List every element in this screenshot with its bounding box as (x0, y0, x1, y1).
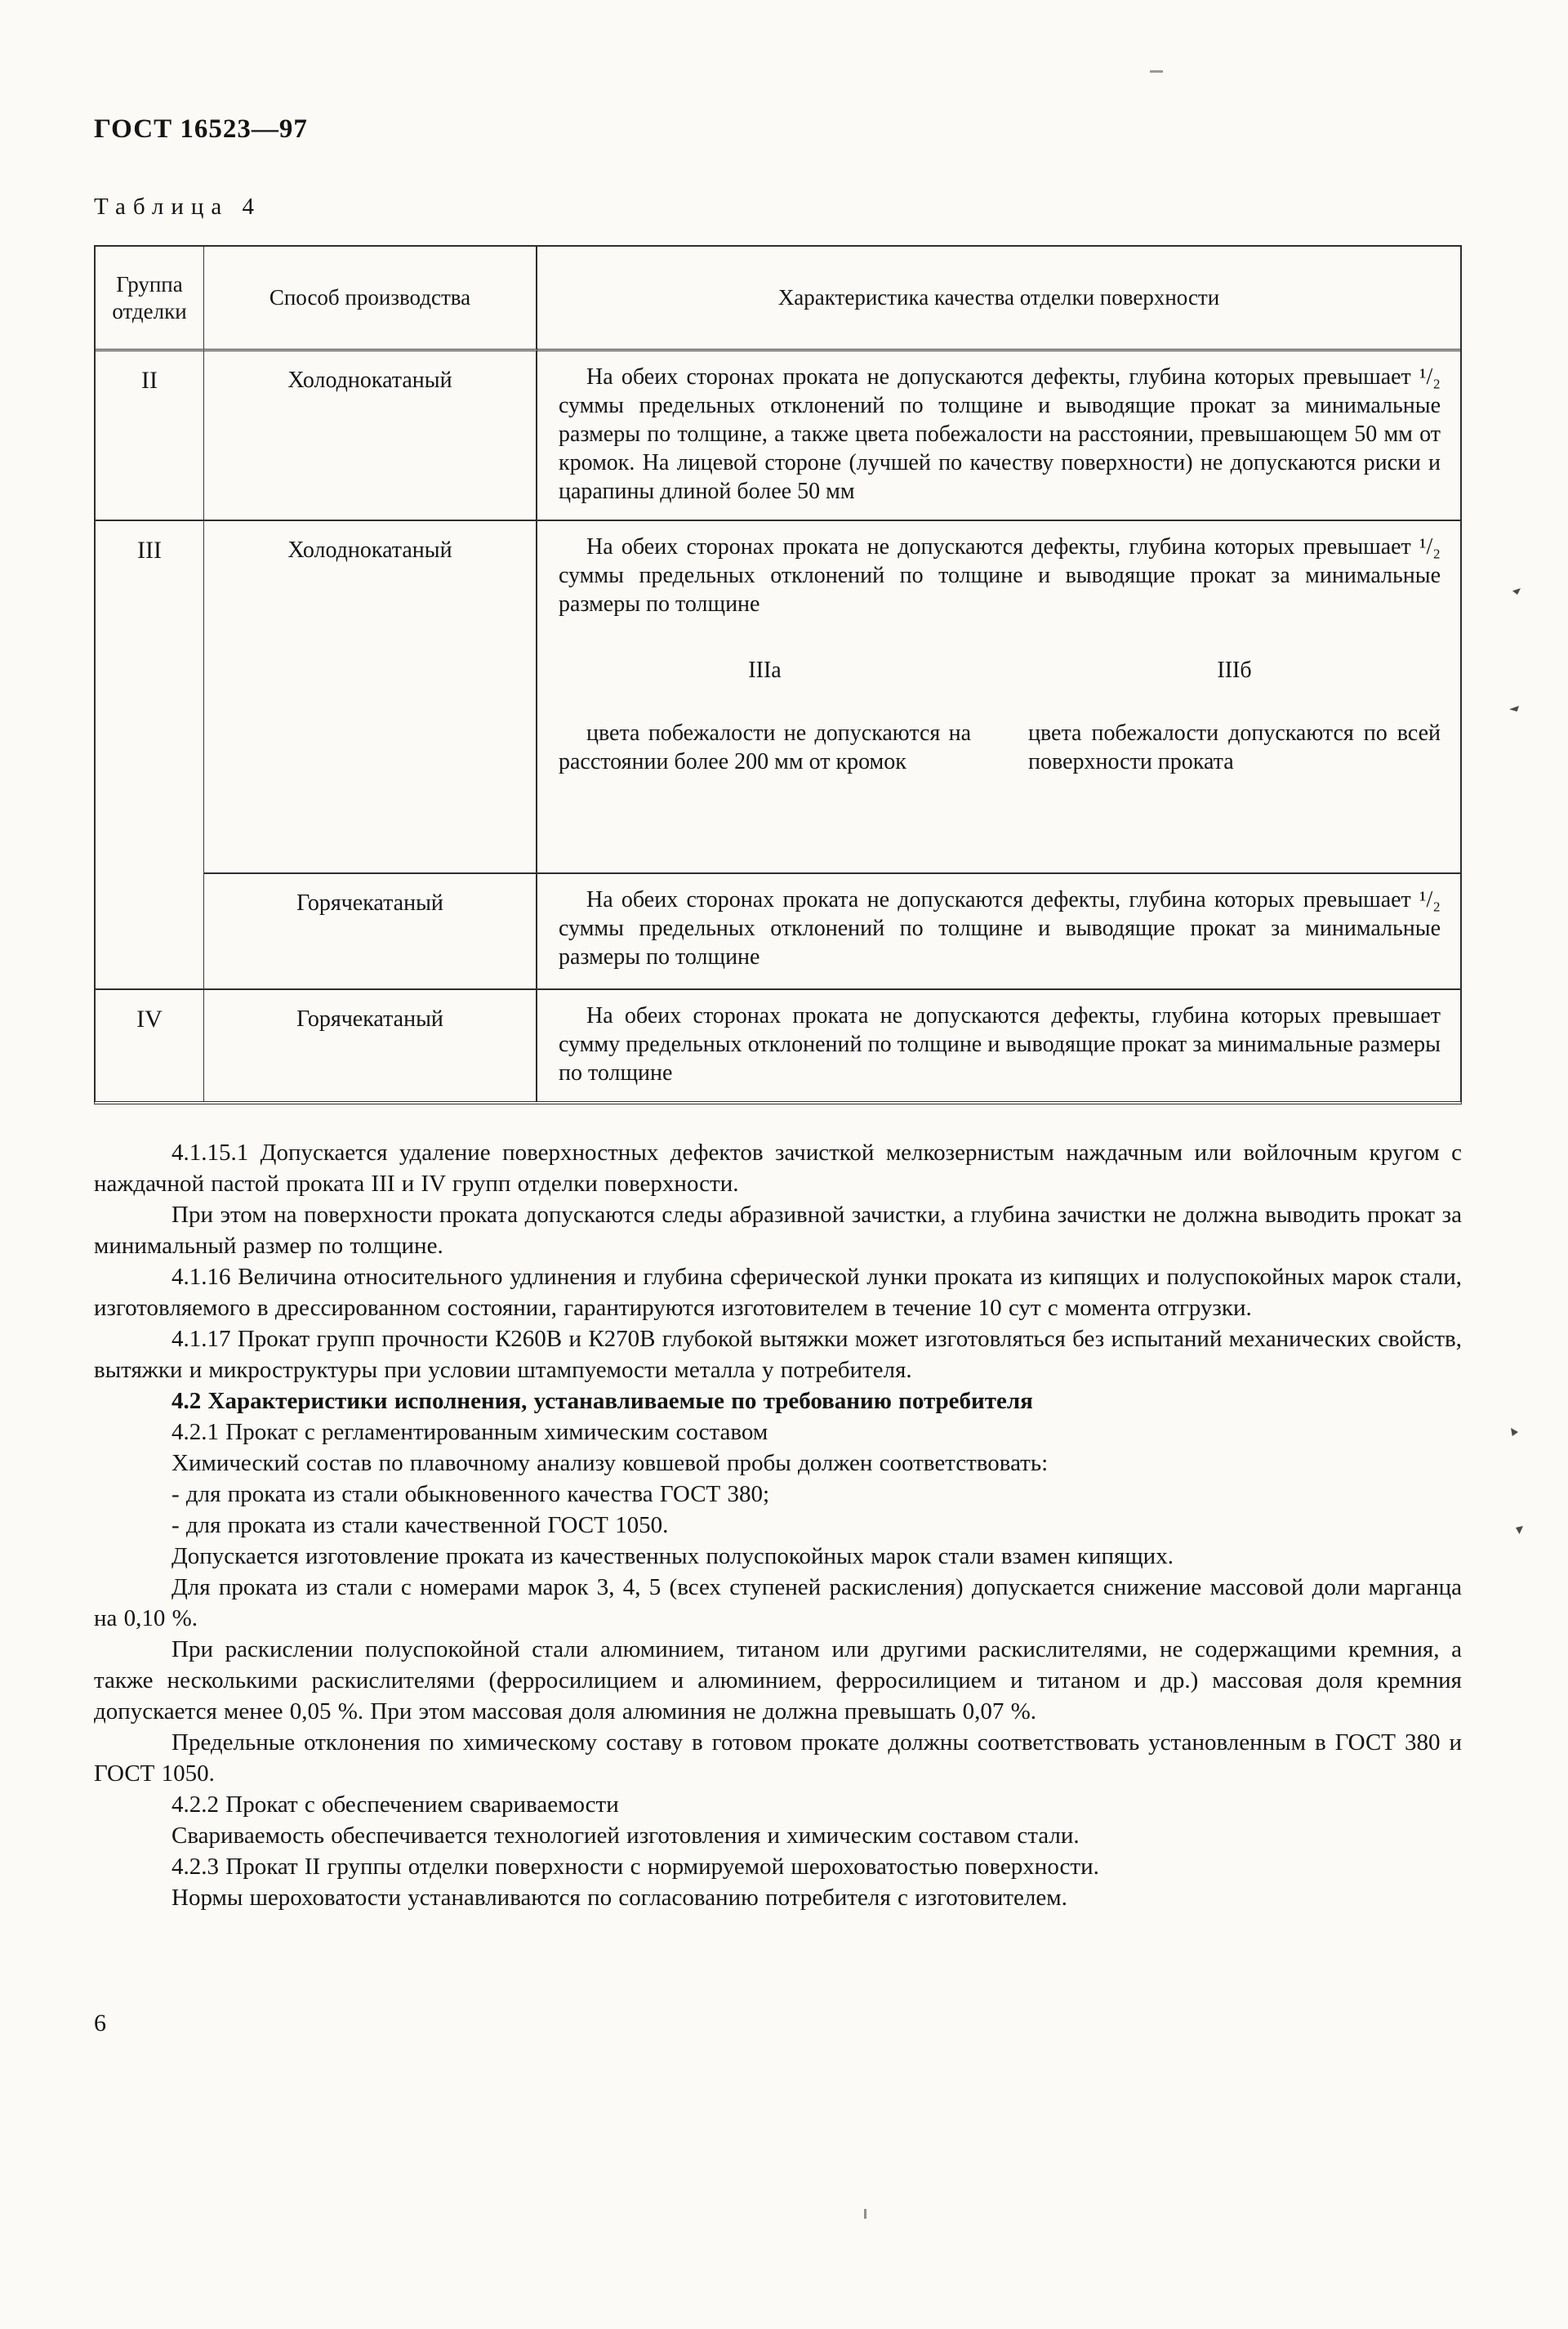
scan-artifact (1509, 706, 1519, 712)
group-cell-II: II (96, 351, 204, 521)
group-cell-III: III (96, 521, 204, 990)
para-list-gost-1050: - для проката из стали качественной ГОСТ 1050. (172, 1512, 669, 1538)
quality-text-III-hot: На обеих сторонах проката не допускаются дефекты, глубина которых превышает ¹/₂ суммы предельных отклонений по толщине и выводящие прокат за минимальные размеры по толщине (559, 887, 1441, 970)
quality-cell-III-hot (537, 874, 1460, 990)
method-cell-IV: Горячекатаный (204, 990, 537, 1101)
subcolumn-text-IIIb: цвета побежалости допускаются по всей поверхности проката (1028, 721, 1441, 774)
para-abrasive-note: При этом на поверхности проката допускаются следы абразивной зачистки, а глубина зачистки не должна выводить прокат за минимальный размер по толщине. (94, 1202, 1462, 1259)
para-deviations: Предельные отклонения по химическому составу в готовом прокате должны соответствовать установленным в ГОСТ 380 и ГОСТ 1050. (94, 1729, 1462, 1787)
method-cell-II: Холоднокатаный (204, 351, 537, 521)
scan-artifact (864, 2209, 866, 2219)
method-cell-III-hot: Горячекатаный (204, 874, 537, 990)
para-roughness-norms: Нормы шероховатости устанавливаются по согласованию потребителя с изготовителем. (172, 1885, 1067, 1911)
para-4-2-1: 4.2.1 Прокат с регламентированным химическим составом (172, 1419, 768, 1445)
subcolumn-IIIa (559, 656, 971, 776)
quality-cell-IV (537, 990, 1460, 1101)
subcolumn-label-IIIa: IIIа (748, 658, 782, 683)
para-list-gost-380: - для проката из стали обыкновенного качества ГОСТ 380; (172, 1481, 770, 1507)
subcolumn-text-IIIa: цвета побежалости не допускаются на расстоянии более 200 мм от кромок (559, 721, 971, 774)
table-caption: Таблица 4 (94, 194, 262, 220)
quality-text-II: На обеих сторонах проката не допускаются дефекты, глубина которых превышает ¹/₂ суммы предельных отклонений по толщине и выводящие прокат за минимальные размеры по толщине, а также цвета побежалости на расстоянии, превышающем 50 мм от кромок. На лицевой стороне (лучшей по качеству поверхности) не допускаются риски и царапины длиной более 50 мм (559, 364, 1441, 504)
scan-artifact (1512, 588, 1521, 595)
finish-quality-table (94, 245, 1462, 1104)
para-4-1-17: 4.1.17 Прокат групп прочности К260В и К270В глубокой вытяжки может изготовляться без испытаний механических свойств, вытяжки и микроструктуры при условии штампуемости металла у потребителя. (94, 1326, 1462, 1383)
para-4-1-16: 4.1.16 Величина относительного удлинения и глубина сферической лунки проката из кипящих и полуспокойных марок стали, изготовляемого в дрессированном состоянии, гарантируются изготовителем в течение 10 сут с момента отгрузки. (94, 1264, 1462, 1321)
para-weldability: Свариваемость обеспечивается технологией изготовления и химическим составом стали. (172, 1823, 1080, 1849)
heading-4-2: 4.2 Характеристики исполнения, устанавливаемые по требованию потребителя (172, 1388, 1033, 1414)
subcolumn-label-IIIb: IIIб (1217, 658, 1252, 683)
para-semi-quiet-steel: Допускается изготовление проката из качественных полуспокойных марок стали взамен кипящих. (172, 1543, 1174, 1569)
para-4-2-2: 4.2.2 Прокат с обеспечением свариваемости (172, 1791, 619, 1818)
page-number: 6 (94, 2010, 106, 2037)
clauses-section (94, 1137, 1462, 1913)
method-cell-III-cold: Холоднокатаный (204, 521, 537, 874)
column-header-production-method: Способ производства (204, 247, 537, 351)
document-number: ГОСТ 16523—97 (94, 114, 308, 144)
para-deoxidation: При раскислении полуспокойной стали алюминием, титаном или другими раскислителями, не содержащими кремния, а также несколькими раскислителями (ферросилицием и алюминием, ферросилицием и титаном и др.) массовая доля кремния допускается менее 0,05 %. При этом массовая доля алюминия не должна превышать 0,07 %. (94, 1636, 1462, 1724)
group-III-subcolumns (559, 656, 1441, 776)
group-cell-IV: IV (96, 990, 204, 1101)
para-4-2-3: 4.2.3 Прокат II группы отделки поверхности с нормируемой шероховатостью поверхности. (172, 1854, 1099, 1880)
para-chemical-composition: Химический состав по плавочному анализу ковшевой пробы должен соответствовать: (172, 1450, 1049, 1476)
subcolumn-IIIb (1028, 656, 1441, 776)
scan-artifact (1150, 70, 1163, 73)
quality-text-IV: На обеих сторонах проката не допускаются дефекты, глубина которых превышает сумму предельных отклонений по толщине и выводящие прокат за минимальные размеры по толщине (559, 1003, 1441, 1086)
para-4-1-15-1: 4.1.15.1 Допускается удаление поверхностных дефектов зачисткой мелкозернистым наждачным или войлочным кругом с наждачной пастой проката III и IV групп отделки поверхности. (94, 1140, 1462, 1197)
column-header-finish-group: Группа отделки (96, 247, 204, 351)
quality-text-III-cold: На обеих сторонах проката не допускаются дефекты, глубина которых превышает ¹/₂ суммы предельных отклонений по толщине и выводящие прокат за минимальные размеры по толщине (559, 534, 1441, 617)
scan-artifact (1511, 1428, 1518, 1436)
column-header-surface-quality: Характеристика качества отделки поверхности (537, 247, 1460, 351)
quality-cell-II (537, 351, 1460, 521)
scan-artifact (1516, 1526, 1523, 1534)
para-manganese-reduction: Для проката из стали с номерами марок 3, 4, 5 (всех ступеней раскисления) допускается снижение массовой доли марганца на 0,10 %. (94, 1574, 1462, 1631)
quality-cell-III-cold (537, 521, 1460, 874)
